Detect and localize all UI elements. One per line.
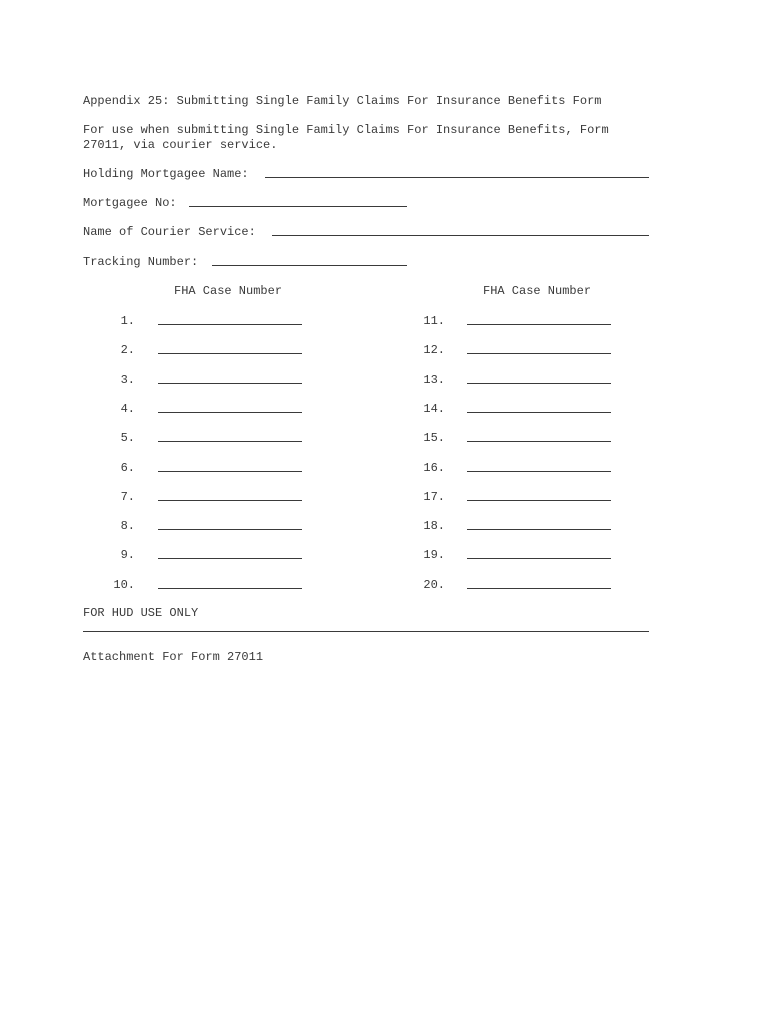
document-title: Appendix 25: Submitting Single Family Claims For Insurance Benefits Form: [83, 94, 602, 108]
left-case-number-field[interactable]: [158, 471, 302, 472]
right-case-number-field[interactable]: [467, 500, 611, 501]
right-case-number-field[interactable]: [467, 412, 611, 413]
left-case-number-label: 7.: [120, 490, 135, 504]
holding-mortgagee-field[interactable]: [265, 177, 649, 178]
left-case-number-label: 4.: [120, 402, 135, 416]
holding-mortgagee-label: Holding Mortgagee Name:: [83, 167, 249, 181]
courier-service-label: Name of Courier Service:: [83, 225, 256, 239]
left-case-number-label: 10.: [113, 578, 135, 592]
hud-use-only-label: FOR HUD USE ONLY: [83, 606, 199, 620]
left-case-number-field[interactable]: [158, 441, 302, 442]
left-case-number-label: 9.: [120, 548, 135, 562]
left-case-number-field[interactable]: [158, 588, 302, 589]
right-case-number-label: 19.: [423, 548, 445, 562]
left-case-number-field[interactable]: [158, 353, 302, 354]
right-case-number-label: 16.: [423, 461, 445, 475]
right-case-number-field[interactable]: [467, 588, 611, 589]
right-case-number-label: 17.: [423, 490, 445, 504]
right-case-number-label: 20.: [423, 578, 445, 592]
left-column-header: FHA Case Number: [174, 284, 283, 298]
left-case-number-label: 1.: [120, 314, 135, 328]
right-case-number-label: 13.: [423, 373, 445, 387]
left-case-number-label: 3.: [120, 373, 135, 387]
right-case-number-label: 11.: [423, 314, 445, 328]
left-case-number-field[interactable]: [158, 529, 302, 530]
left-case-number-label: 6.: [120, 461, 135, 475]
right-case-number-field[interactable]: [467, 558, 611, 559]
left-case-number-field[interactable]: [158, 558, 302, 559]
tracking-number-label: Tracking Number:: [83, 255, 199, 269]
left-case-number-label: 2.: [120, 343, 135, 357]
left-case-number-label: 5.: [120, 431, 135, 445]
mortgagee-no-field[interactable]: [189, 206, 407, 207]
right-column-header: FHA Case Number: [483, 284, 592, 298]
right-case-number-label: 15.: [423, 431, 445, 445]
right-case-number-field[interactable]: [467, 471, 611, 472]
courier-service-field[interactable]: [272, 235, 649, 236]
right-case-number-field[interactable]: [467, 383, 611, 384]
left-case-number-field[interactable]: [158, 324, 302, 325]
mortgagee-no-label: Mortgagee No:: [83, 196, 177, 210]
right-case-number-field[interactable]: [467, 353, 611, 354]
right-case-number-label: 18.: [423, 519, 445, 533]
right-case-number-field[interactable]: [467, 529, 611, 530]
left-case-number-field[interactable]: [158, 383, 302, 384]
right-case-number-field[interactable]: [467, 324, 611, 325]
left-case-number-field[interactable]: [158, 500, 302, 501]
right-case-number-label: 12.: [423, 343, 445, 357]
left-case-number-field[interactable]: [158, 412, 302, 413]
right-case-number-label: 14.: [423, 402, 445, 416]
attachment-label: Attachment For Form 27011: [83, 650, 264, 664]
intro-line-1: For use when submitting Single Family Claims For Insurance Benefits, Form: [83, 123, 609, 137]
left-case-number-label: 8.: [120, 519, 135, 533]
intro-line-2: 27011, via courier service.: [83, 138, 278, 152]
hud-use-divider: [83, 631, 649, 632]
tracking-number-field[interactable]: [212, 265, 407, 266]
right-case-number-field[interactable]: [467, 441, 611, 442]
